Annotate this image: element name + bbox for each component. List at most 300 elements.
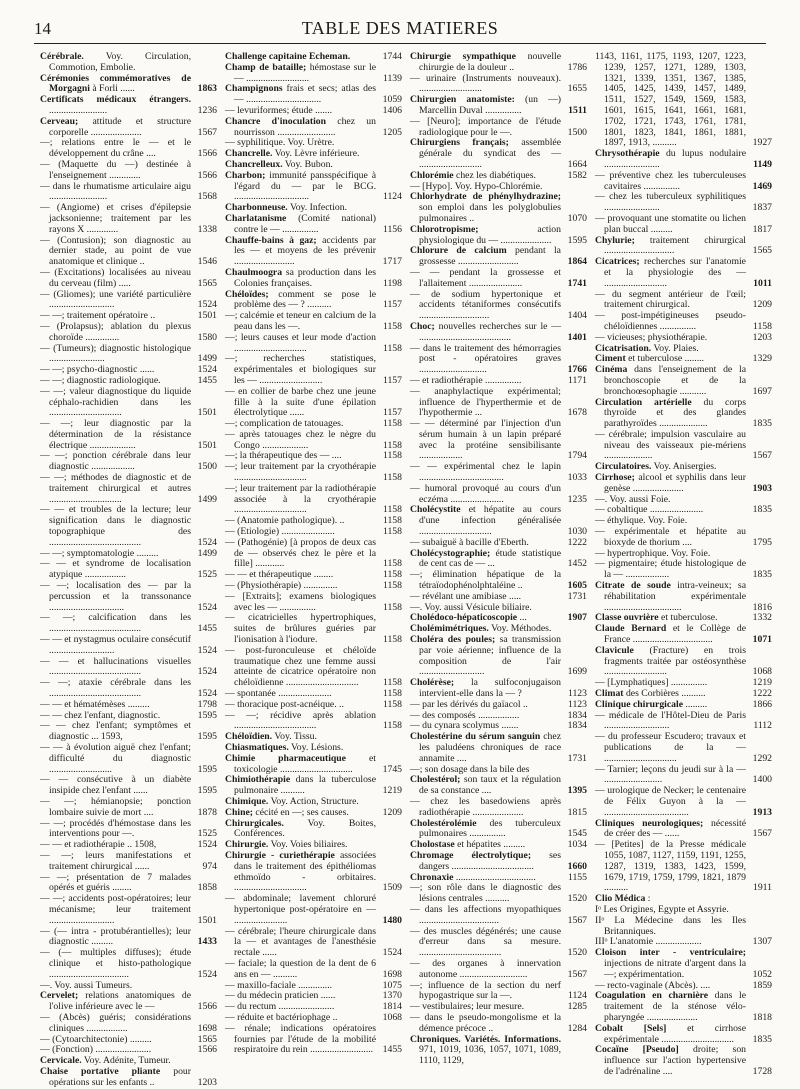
entry-text: — — consécutive à un diabète insipide chez l'enfant ...... xyxy=(40,774,191,797)
index-entry xyxy=(595,646,772,678)
entry-page-number: 1524 xyxy=(197,688,217,700)
index-entry xyxy=(410,905,587,927)
index-entry xyxy=(595,52,772,149)
index-entry xyxy=(410,387,587,419)
entry-text: — —; leur diagnostic par la détermination de la résistance électrique ................... xyxy=(40,418,191,451)
entry-text: — humoral provoqué au cours d'un eczéma ...................... xyxy=(410,482,561,505)
index-entry xyxy=(595,581,772,613)
index-entry xyxy=(40,387,217,419)
index-entry xyxy=(410,268,587,290)
entry-page-number: 1158 xyxy=(382,342,402,354)
index-columns xyxy=(40,51,772,1088)
entry-heading: Cholestérolémie xyxy=(410,817,477,829)
index-entry xyxy=(595,398,772,430)
entry-page-number: 1525 xyxy=(197,569,217,581)
entry-text: — subaiguë à bacille d'Eberth. xyxy=(410,536,529,548)
entry-page-number: 1158 xyxy=(382,526,402,538)
entry-text: —; la thérapeutique des — .... xyxy=(225,450,342,462)
entry-page-number: 1071 xyxy=(752,634,772,646)
entry-text: — (Tumeurs); diagnostic histologique ....................... xyxy=(40,342,191,365)
entry-text: — (Contusion); son diagnostic au dernier stade, au point de vue anatomique et clinique .. xyxy=(40,234,191,268)
index-entry xyxy=(410,732,587,764)
entry-text: injections de nitrate d'argent dans la —; expérimentation. xyxy=(604,957,746,980)
entry-text: Voy. Infection. xyxy=(287,202,347,214)
entry-page-number: 1157 xyxy=(382,374,402,386)
index-entry xyxy=(410,462,587,484)
index-entry xyxy=(595,171,772,193)
entry-text: — dans le rhumatisme articulaire aigu ........................ xyxy=(40,180,191,203)
index-entry xyxy=(410,225,587,247)
entry-page-number: 1907 xyxy=(567,612,587,624)
entry-page-number: 1566 xyxy=(197,148,217,160)
entry-page-number: 1817 xyxy=(752,223,772,235)
entry-text: frais et secs; atlas des — ............................... xyxy=(234,83,376,106)
entry-page-number: 1075 xyxy=(382,979,402,991)
entry-page-number: 1149 xyxy=(753,158,772,170)
entry-page-number: 1501 xyxy=(197,439,217,451)
index-entry xyxy=(410,959,587,981)
entry-text: — [Neuro]; importance de l'étude radiologique pour le —. xyxy=(410,115,561,138)
index-entry xyxy=(40,613,217,635)
entry-text: sa transmission par voie aérienne; influence de la composition de l'air ........................... xyxy=(419,634,561,678)
entry-text: — des composés ................. xyxy=(410,709,520,721)
entry-page-number: 1566 xyxy=(197,169,217,181)
entry-text: recherches sur l'anatomie et la physiologie des — .......................... xyxy=(604,256,746,289)
index-entry xyxy=(410,484,587,506)
entry-page-number: 1203 xyxy=(197,1076,217,1088)
entry-text: (Comité national) contre le — ............... xyxy=(234,212,376,235)
index-entry xyxy=(595,711,772,733)
index-entry xyxy=(595,624,772,646)
entry-text: — — expérimental chez le lapin ................................... xyxy=(410,461,561,484)
entry-text: IIᵒ La Médecine dans les Iles Britanniques. xyxy=(595,914,746,937)
entry-text: action physiologique du — ..................... xyxy=(419,223,561,246)
entry-page-number: 1158 xyxy=(382,450,402,462)
entry-text: — cérébrale; impulsion vasculaire au niveau des vaisseaux pie-mériens .................... xyxy=(595,428,746,462)
entry-text: — (— intra - protubérantielles); leur diagnostic ......... xyxy=(40,925,191,948)
entry-page-number: 1878 xyxy=(197,806,217,818)
entry-page-number: 1524 xyxy=(197,364,217,376)
index-entry xyxy=(410,570,587,592)
index-entry xyxy=(225,290,402,312)
entry-heading: Clio Médica xyxy=(595,893,646,905)
index-entry xyxy=(595,1045,772,1077)
entry-heading: Chirurgien anatomiste: xyxy=(410,94,515,106)
index-entry xyxy=(410,344,587,376)
entry-heading: Cliniques neurologiques; xyxy=(595,817,704,829)
index-entry xyxy=(410,246,587,268)
entry-page-number: 1798 xyxy=(197,698,217,710)
entry-heading: Chlorure de calcium xyxy=(410,245,507,257)
entry-page-number: 1595 xyxy=(197,785,217,797)
entry-page-number: 1501 xyxy=(197,407,217,419)
entry-page-number: 1501 xyxy=(197,914,217,926)
entry-text: à Forli ...... xyxy=(89,83,135,95)
entry-page-number: 1595 xyxy=(567,234,587,246)
entry-page-number: 1404 xyxy=(567,310,587,322)
index-entry xyxy=(595,916,772,938)
entry-text: — (— multiples diffuses); étude clinique et histo-pathologique ................................. xyxy=(40,947,191,980)
index-entry xyxy=(225,894,402,926)
entry-page-number: 1469 xyxy=(752,180,772,192)
index-entry xyxy=(595,765,772,787)
entry-page-number: 1455 xyxy=(197,623,217,635)
entry-heading: Chancre d'inoculation xyxy=(225,115,326,127)
entry-text: —; leur traitement par la cryothérapie .............................. xyxy=(225,461,376,484)
entry-text: (un —) Marcellin Duval ............... xyxy=(419,94,562,116)
entry-text: — Tarnier; leçons du jeudi sur à la — ........................ xyxy=(595,763,746,786)
entry-text: — cérébrale; l'heure chirurgicale dans la — et avantages de l'anesthésie rectale ...... xyxy=(225,925,376,959)
entry-heading: Cholostase xyxy=(410,839,455,851)
entry-page-number: 1786 xyxy=(567,61,587,73)
index-entry xyxy=(595,819,772,841)
entry-text: — — à évolution aiguë chez l'enfant; difficulté du diagnostic .......................... xyxy=(40,742,191,775)
index-entry xyxy=(595,948,772,980)
entry-heading: Chaise portative pliante xyxy=(40,1065,161,1077)
entry-text: — vestibulaires; leur mesure. xyxy=(410,1001,525,1013)
entry-page-number: 1292 xyxy=(752,752,772,764)
entry-text: — (Etiologie) ...................... xyxy=(225,526,335,538)
index-entry xyxy=(225,117,402,139)
entry-page-number: 1198 xyxy=(382,277,402,289)
entry-text: et hépatite au cours d'une infection généralisée .............................. xyxy=(419,504,561,538)
entry-text: son taux et la régulation de sa constance .... xyxy=(419,774,561,797)
index-entry xyxy=(225,214,402,236)
index-entry xyxy=(225,538,402,570)
entry-text: alcool et syphilis dans leur genèse ..................... xyxy=(604,472,746,494)
index-entry xyxy=(40,1013,217,1035)
entry-page-number: 1033 xyxy=(567,472,587,484)
entry-text: (Fracture) en trois fragments traitée par ostéosynthèse .......................... xyxy=(604,644,746,678)
entry-text: — provoquant une stomatite ou lichen plan buccal ......... xyxy=(595,212,746,235)
entry-page-number: 1500 xyxy=(567,126,587,138)
entry-page-number: 1927 xyxy=(752,137,772,149)
entry-text: — — et hématémèses ......... xyxy=(40,698,150,710)
entry-text: — — et troubles de la lecture; leur signification dans le diagnostic topographique des ...................................... xyxy=(40,504,191,548)
entry-page-number: 1222 xyxy=(752,688,772,700)
index-entry xyxy=(595,365,772,397)
entry-text: ... xyxy=(517,612,527,624)
entry-heading: Claude Bernard xyxy=(595,623,667,635)
entry-text: — — pendant la grossesse et l'allaitement ...................... xyxy=(410,266,561,289)
entry-text: — —; valeur diagnostique du liquide céphalo-rachidien dans les .............................. xyxy=(40,385,191,419)
index-entry xyxy=(225,430,402,452)
entry-heading: Choléra des poules; xyxy=(410,634,496,646)
entry-text: — (Abcès) guéris; considérations cliniques ................. xyxy=(40,1011,191,1034)
index-entry xyxy=(40,797,217,819)
index-entry xyxy=(225,592,402,614)
entry-page-number: 1171 xyxy=(567,374,587,386)
entry-text: — faciale; la question de la dent de 6 ans en — .......... xyxy=(225,957,376,980)
entry-page-number: 1158 xyxy=(382,601,402,613)
entry-text: son emploi dans les polyglobulies pulmonaires .. xyxy=(419,202,561,224)
entry-text: — du professeur Escudero; travaux et publications de la — .............................. xyxy=(595,731,746,764)
entry-page-number: 1524 xyxy=(382,947,402,959)
entry-text: sa production dans les Colonies françaises. xyxy=(234,266,376,289)
index-entry xyxy=(40,743,217,775)
entry-text: —; calcémie et teneur en calcium de la peau dans les —. xyxy=(225,310,376,332)
entry-text: — vicieuses; physiothérapie. xyxy=(595,331,708,343)
entry-page-number: 1203 xyxy=(752,331,772,343)
entry-text: ......... xyxy=(683,698,708,710)
entry-text: — rénale; indications opératoires fournies par l'étude de la mobilité respiratoire du rein .......................... xyxy=(225,1022,376,1056)
entry-text: et tuberculose. xyxy=(658,612,718,624)
entry-page-number: 1158 xyxy=(382,677,402,689)
entry-heading: Cervelet; xyxy=(40,990,79,1002)
entry-page-number: 1866 xyxy=(752,698,772,710)
entry-page-number: 1567 xyxy=(752,828,772,840)
entry-heading: Champignons xyxy=(225,83,283,95)
entry-page-number: 1052 xyxy=(752,968,772,980)
entry-text: — —; hémianopsie; ponction lombaire suivie de mort .... xyxy=(40,795,191,818)
entry-text: Voy. Boites, Conférences. xyxy=(234,817,376,840)
entry-heading: Cholérèse; xyxy=(410,677,455,689)
index-entry xyxy=(595,559,772,581)
entry-page-number: 1913 xyxy=(752,806,772,818)
entry-heading: Ciment xyxy=(595,353,626,365)
entry-heading: Charlatanisme xyxy=(225,212,287,224)
entry-page-number: 1068 xyxy=(752,666,772,678)
index-entry xyxy=(40,775,217,797)
entry-text: nouvelles recherches sur le — ...................................... xyxy=(419,320,561,343)
entry-page-number: 1911 xyxy=(752,882,772,894)
entry-text: —; recherches statistiques, expérimentales et biologiques sur les — .......................... xyxy=(225,353,376,386)
index-entry xyxy=(225,959,402,981)
entry-heading: Cinéma xyxy=(595,364,628,376)
entry-page-number: 1499 xyxy=(197,353,217,365)
entry-page-number: 1834 xyxy=(567,709,587,721)
entry-heading: Chancrelle. xyxy=(225,148,273,160)
entry-text: —. Voy. aussi Tumeurs. xyxy=(40,979,133,991)
entry-heading: Chine; xyxy=(225,806,253,818)
entry-heading: Choc; xyxy=(410,320,435,332)
entry-text: — —; diagnostic radiologique. xyxy=(40,374,161,386)
entry-page-number: 1835 xyxy=(752,504,772,516)
entry-heading: Climat xyxy=(595,688,624,700)
entry-page-number: 1068 xyxy=(382,1011,402,1023)
index-entry xyxy=(40,991,217,1013)
index-column-1 xyxy=(40,52,217,1089)
entry-page-number: 1332 xyxy=(752,612,772,624)
entry-text: intra-veineux; sa réhabilitation expérimentale ................................ xyxy=(604,580,746,613)
entry-page-number: 1156 xyxy=(382,223,402,235)
entry-text: relations anatomiques de l'olive inférieure avec le — xyxy=(49,990,191,1013)
index-entry xyxy=(40,473,217,505)
entry-text: du corps thyroïde et des glandes parathyroïdes .................... xyxy=(604,396,747,430)
index-entry xyxy=(40,894,217,926)
entry-text: — (Fonction) ....................... xyxy=(40,1044,152,1056)
entry-heading: Chancrelleux. xyxy=(225,158,283,170)
index-entry xyxy=(40,819,217,841)
entry-heading: Cholécystite xyxy=(410,504,461,516)
index-entry xyxy=(410,883,587,905)
entry-page-number: 1222 xyxy=(567,536,587,548)
entry-text: — —; récidive après ablation .................................. xyxy=(225,709,376,732)
index-entry xyxy=(595,473,772,495)
entry-page-number: 1565 xyxy=(197,1033,217,1045)
index-entry xyxy=(225,711,402,733)
entry-text: —; influence de la section du nerf hypogastrique sur la —. xyxy=(410,979,561,1002)
entry-page-number: 1731 xyxy=(567,752,587,764)
entry-page-number: 1565 xyxy=(197,277,217,289)
entry-page-number: 1158 xyxy=(382,698,402,710)
index-entry xyxy=(40,138,217,160)
entry-text: et hépatites ......... xyxy=(454,839,526,851)
entry-text: — —; traitement opératoire .. xyxy=(40,310,156,322)
entry-text: — (Gliomes); une variété particulière ........................... xyxy=(40,288,191,311)
entry-page-number: 1697 xyxy=(752,385,772,397)
entry-page-number: 1567 xyxy=(567,968,587,980)
entry-page-number: 1567 xyxy=(752,450,772,462)
entry-page-number: 1678 xyxy=(567,407,587,419)
entry-page-number: 1011 xyxy=(753,277,772,289)
entry-page-number: 1338 xyxy=(197,223,217,235)
entry-page-number: 1731 xyxy=(567,590,587,602)
entry-heading: Chronaxie xyxy=(410,871,454,883)
entry-text: —; leurs causes et leur mode d'action .............................. xyxy=(225,331,376,354)
entry-text: —; élimination hépatique de la tétraïodophénolphtaléine .. xyxy=(410,569,561,592)
entry-text: étude statistique de cent cas de — ... xyxy=(419,547,561,570)
entry-page-number: 1236 xyxy=(197,104,217,116)
entry-text: — —; psycho-diagnostic ...... xyxy=(40,364,155,376)
entry-page-number: 1209 xyxy=(382,806,402,818)
index-entry xyxy=(225,63,402,85)
entry-page-number: 1370 xyxy=(382,990,402,1002)
entry-text: — — et nystagmus oculaire consécutif ........................... xyxy=(40,634,191,656)
entry-text: — recto-vaginale (Abcès). .... xyxy=(595,979,711,991)
entry-heading: Charbonneuse. xyxy=(225,202,288,214)
entry-heading: Chimie pharmaceutique xyxy=(225,752,346,764)
entry-page-number: 1511 xyxy=(568,104,587,116)
entry-text: comment se pose le problème des — ? .......... xyxy=(234,288,376,311)
entry-heading: Chéloïdien. xyxy=(225,731,273,743)
index-entry xyxy=(410,1035,587,1067)
index-entry xyxy=(410,74,587,96)
index-entry xyxy=(40,344,217,366)
entry-text: 1143, 1161, 1175, 1193, 1207, 1223, 1239, 1257, 1271, 1289, 1303, 1321, 1339, 1351, 1367, 1385, 1405, 1425, 1439, 1457, 1489, 1511, 1527, 1549, 1569, 1583, 1601, 1615, 1641, 1661, 1681, 1702, 1721, 1743, 1761, 1781, 1801, 1823, 1841, 1861, 1881, 1897, 1913, .......... xyxy=(595,51,746,149)
entry-text: — hypertrophique. Voy. Foie. xyxy=(595,547,711,559)
entry-text: et cirrhose expérimentale .............................. xyxy=(604,1022,746,1045)
entry-text: — des muscles dégénérés; une cause d'erreur dans sa mesure. .................................. xyxy=(410,925,561,959)
entry-page-number: 1059 xyxy=(382,94,402,106)
entry-page-number: 1219 xyxy=(752,677,772,689)
entry-text: — [Extraits]; examens biologiques avec les — ............... xyxy=(225,590,376,613)
entry-page-number: 1395 xyxy=(567,785,587,797)
index-entry xyxy=(40,635,217,657)
entry-page-number: 1123 xyxy=(567,688,587,700)
index-entry xyxy=(410,635,587,678)
index-entry xyxy=(40,851,217,873)
entry-page-number: 1500 xyxy=(197,461,217,473)
index-entry xyxy=(40,948,217,980)
header-rule xyxy=(34,43,766,44)
entry-page-number: 1520 xyxy=(567,893,587,905)
entry-text: — anaphylactique expérimental; influence de l'hyperthermie et de l'hypothermie ... xyxy=(410,385,561,419)
entry-page-number: 1158 xyxy=(382,504,402,516)
entry-page-number: 1524 xyxy=(197,968,217,980)
entry-page-number: 1285 xyxy=(567,1001,587,1013)
entry-text: — — et hallucinations visuelles ...................................... xyxy=(40,655,191,678)
entry-heading: Chlorhydrate de phénylhydrazine; xyxy=(410,191,561,203)
entry-heading: Chirurgie sympathique xyxy=(410,51,516,62)
entry-heading: Cervicale. xyxy=(40,1055,82,1067)
entry-text: — préventive chez les tuberculeuses cavitaires ............... xyxy=(595,169,746,192)
index-entry xyxy=(225,236,402,268)
entry-page-number: 1158 xyxy=(382,320,402,332)
index-entry xyxy=(40,52,217,74)
entry-text: chez les paludéens chroniques de race annamite .... xyxy=(419,731,561,764)
index-entry xyxy=(595,786,772,818)
entry-heading: Charbon; xyxy=(225,169,266,181)
index-entry xyxy=(595,732,772,764)
index-entry xyxy=(225,819,402,841)
entry-page-number: 1455 xyxy=(197,374,217,386)
index-entry xyxy=(40,927,217,949)
entry-text: — —; symptomatologie ......... xyxy=(40,547,159,559)
entry-text: — —; procédés d'hémostase dans les interventions pour —. xyxy=(40,817,191,840)
entry-text: — urinaire (Instruments nouveaux). .......................... xyxy=(410,72,561,95)
entry-heading: Chirurgie - curiethérapie xyxy=(225,849,335,861)
index-entry xyxy=(595,236,772,258)
index-entry xyxy=(225,775,402,797)
entry-text: traitement chirurgical ............................. xyxy=(604,234,746,257)
entry-text: — spontanée ...................... xyxy=(225,688,332,700)
entry-heading: Cholédoco-hépaticoscopie xyxy=(410,612,518,624)
entry-page-number: 1124 xyxy=(382,191,402,203)
entry-text: — en collier de barbe chez une jeune fille à la suite d'une épilation électrolytique ...... xyxy=(225,385,376,419)
entry-heading: Cocaïne [Pseudo] xyxy=(595,1044,679,1056)
entry-heading: Chrysothérapie xyxy=(595,148,660,160)
entry-text: — —; ponction cérébrale dans leur diagnostic .................. xyxy=(40,450,191,473)
index-entry xyxy=(595,991,772,1023)
entry-page-number: 1595 xyxy=(197,709,217,721)
entry-text: — du segment antérieur de l'œil; traitement chirurgical. xyxy=(595,288,746,311)
index-entry xyxy=(40,451,217,473)
index-entry xyxy=(40,721,217,743)
entry-page-number: 1835 xyxy=(752,569,772,581)
entry-page-number: 1568 xyxy=(197,191,217,203)
entry-page-number: 1524 xyxy=(197,839,217,851)
entry-text: immunité pansspécifique à l'égard du — par le BCG. ............................... xyxy=(234,169,376,203)
entry-text: — syphilitique. Voy. Urètre. xyxy=(225,137,335,149)
index-entry xyxy=(410,775,587,797)
entry-text: hémostase sur le — .......................... xyxy=(234,61,377,84)
entry-page-number: 1123 xyxy=(567,698,587,710)
entry-text: — chez les tuberculeux syphilitiques ....................... xyxy=(595,191,746,214)
entry-text: ses dangers .................................. xyxy=(419,849,562,872)
entry-text: ................................. xyxy=(453,871,536,883)
entry-page-number: 1155 xyxy=(567,871,587,883)
index-entry xyxy=(225,484,402,516)
entry-page-number: 1864 xyxy=(567,256,587,268)
entry-heading: Cholestérol; xyxy=(410,774,461,786)
entry-text: Voy. Anisergies. xyxy=(651,461,717,473)
index-entry xyxy=(410,981,587,1003)
entry-text: — et radiothérapie ............... xyxy=(410,374,522,386)
entry-text: — (Angiome) et crises d'épilepsie jacksonienne; traitement par les rayons X ............. xyxy=(40,202,191,235)
index-entry xyxy=(410,797,587,819)
entry-page-number: 1818 xyxy=(752,1011,772,1023)
entry-heading: Cérébrale. xyxy=(40,51,84,62)
entry-heading: Circulation artérielle xyxy=(595,396,692,408)
page-header xyxy=(34,18,766,38)
entry-heading: Cicatrices; xyxy=(595,256,640,268)
entry-text: IIIᵒ L'anatomie ................... xyxy=(595,936,702,948)
entry-page-number: 1158 xyxy=(382,472,402,484)
index-entry xyxy=(410,117,587,139)
entry-heading: Chaulmoogra xyxy=(225,266,283,278)
entry-heading: Cerveau; xyxy=(40,115,79,127)
